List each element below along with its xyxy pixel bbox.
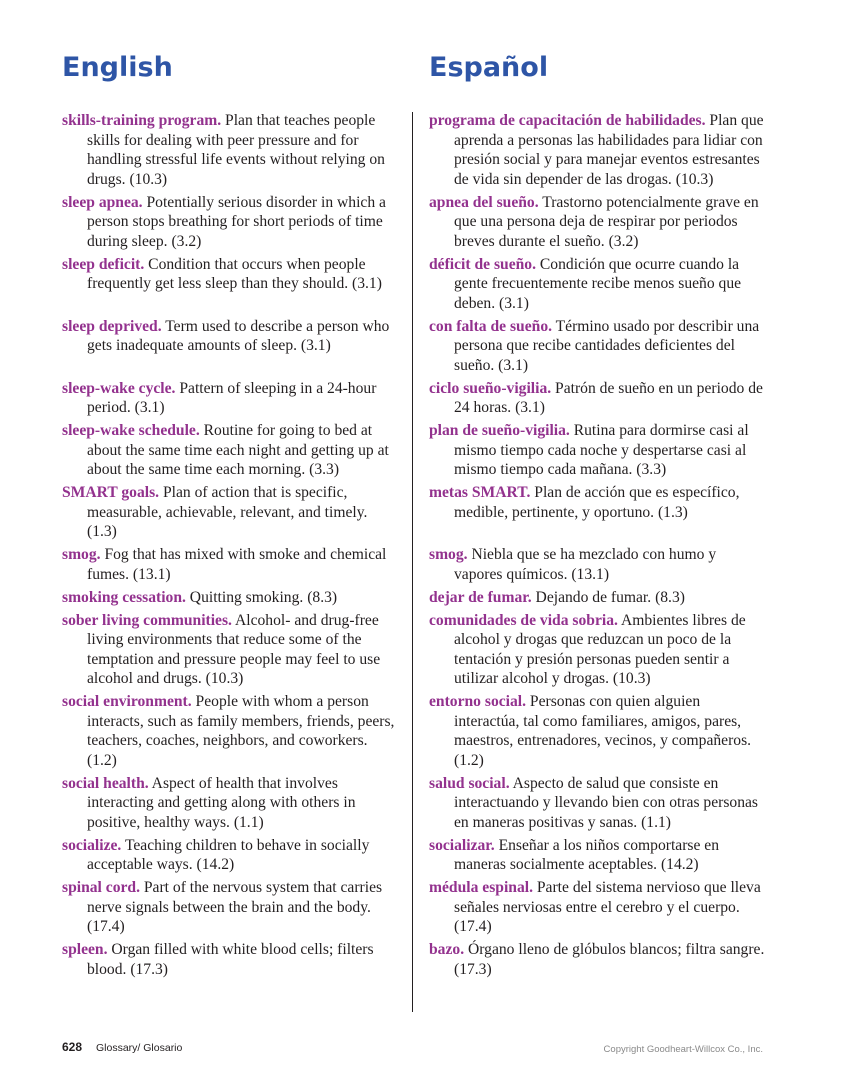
glossary-term: dejar de fumar. [429,588,532,606]
glossary-term: smog. [62,546,101,563]
page-number: 628 [62,1040,83,1054]
glossary-definition: Término usado por describir una persona que recibe cantidades deficientes del sueño. (3.1) [454,317,760,374]
glossary-definition: Plan that teaches people skills for dealing with peer pressure and for handling stressful life events without relying on drugs. (10.3) [87,112,385,188]
glossary-definition: Ambientes libres de alcohol y drogas que reduzcan un poco de la tentación y presión personas pueden sentir a utilizar alcohol y drogas. (10.3) [454,611,746,687]
glossary-term: plan de sueño-vigilia. [429,422,570,439]
glossary-term: spleen. [62,941,108,958]
glossary-term: apnea del sueño. [429,193,539,211]
glossary-definition: Trastorno potencialmente grave en que una persona deja de respirar por periodos breves durante el sueño. (3.2) [454,193,759,250]
glossary-definition: Potentially serious disorder in which a person stops breathing for short periods of time during sleep. (3.2) [87,193,386,250]
glossary-definition: Plan of action that is specific, measurable, achievable, relevant, and timely. (1.3) [87,484,368,540]
spanish-heading: Español [429,52,549,83]
glossary-definition: Personas con quien alguien interactúa, tal como familiares, amigos, pares, maestros, entrenadores, vecinos, y compañeros. (1.2) [454,693,752,769]
spanish-entry [429,878,765,937]
glossary-definition: Órgano lleno de glóbulos blancos; filtra sangre. (17.3) [454,941,765,978]
glossary-term: sleep-wake schedule. [62,422,200,439]
english-entry [62,878,398,937]
spanish-entry [429,611,765,689]
english-entry [62,255,398,314]
glossary-definition: Fog that has mixed with smoke and chemical fumes. (13.1) [87,546,387,583]
english-entry [62,193,398,252]
glossary-definition: Pattern of sleeping in a 24-hour period. (3.1) [87,379,377,416]
glossary-definition: Condición que ocurre cuando la gente frecuentemente recibe menos sueño que deben. (3.1) [454,255,742,312]
spanish-entry [429,836,765,875]
glossary-term: con falta de sueño. [429,317,553,335]
english-entry [62,692,398,770]
glossary-term: spinal cord. [62,879,140,896]
spanish-entry [429,111,765,189]
glossary-definition: Alcohol- and drug-free living environments that reduce some of the temptation and pressure people may feel to use alcohol and drugs. (10.3) [87,611,381,687]
glossary-definition: Aspecto de salud que consiste en interactuando y llevando bien con otras personas en maneras positivas y sanas. (1.1) [454,774,758,831]
glossary-term: socialize. [62,836,122,854]
glossary-definition: Patrón de sueño en un periodo de 24 horas. (3.1) [454,379,763,416]
glossary-definition: Parte del sistema nervioso que lleva señales nerviosas entre el cerebro y el cuerpo. (17.4) [454,879,761,935]
glossary-term: entorno social. [429,693,527,710]
glossary-term: programa de capacitación de habilidades. [429,112,706,129]
english-entry [62,421,398,480]
section-label: Glossary/ Glosario [96,1042,183,1054]
glossary-definition: People with whom a person interacts, such as family members, friends, peers, teachers, coaches, neighbors, and coworkers. (1.2) [87,693,395,769]
glossary-definition: Quitting smoking. (8.3) [185,588,338,606]
english-entry [62,317,398,376]
glossary-definition: Niebla que se ha mezclado con humo y vapores químicos. (13.1) [454,546,717,583]
spanish-entry [429,255,765,314]
english-entry [62,836,398,875]
glossary-term: smog. [429,546,468,563]
glossary-definition: Teaching children to behave in socially acceptable ways. (14.2) [87,836,370,873]
english-entry [62,611,398,689]
glossary-term: SMART goals. [62,484,160,501]
glossary-term: sleep-wake cycle. [62,379,176,397]
glossary-term: sober living communities. [62,611,232,629]
spanish-entry [429,317,765,376]
glossary-term: socializar. [429,836,495,854]
glossary-term: sleep deficit. [62,255,145,273]
glossary-definition: Plan que aprenda a personas las habilidades para lidiar con presión social y para manejar eventos estresantes de vida sin depender de las drogas. (10.3) [454,112,764,188]
glossary-term: metas SMART. [429,484,531,501]
spanish-entry [429,379,765,418]
english-entry [62,483,398,542]
glossary-entries [62,111,767,979]
glossary-term: comunidades de vida sobria. [429,611,618,629]
spanish-entry [429,774,765,833]
copyright: Copyright Goodheart-Willcox Co., Inc. [603,1044,763,1055]
glossary-definition: Plan de acción que es específico, medible, pertinente, y oportuno. (1.3) [454,484,740,521]
glossary-definition: Enseñar a los niños comportarse en maneras socialmente aceptables. (14.2) [454,836,719,873]
glossary-term: sleep apnea. [62,193,143,211]
english-entry [62,379,398,418]
glossary-definition: Condition that occurs when people frequently get less sleep than they should. (3.1) [87,255,382,292]
english-entry [62,111,398,189]
spanish-entry [429,545,765,584]
glossary-definition: Rutina para dormirse casi al mismo tiempo cada noche y despertarse casi al mismo tiempo cada mañana. (3.3) [454,422,749,478]
glossary-term: déficit de sueño. [429,255,536,273]
glossary-term: smoking cessation. [62,588,186,606]
glossary-term: ciclo sueño-vigilia. [429,379,552,397]
glossary-term: bazo. [429,941,465,958]
glossary-term: médula espinal. [429,879,533,896]
spanish-entry [429,421,765,480]
glossary-definition: Part of the nervous system that carries nerve signals between the brain and the body. (17.4) [87,879,383,935]
glossary-term: skills-training program. [62,112,222,129]
english-entry [62,940,398,979]
english-entry [62,545,398,584]
glossary-definition: Aspect of health that involves interacting and getting along with others in positive, healthy ways. (1.1) [87,774,356,831]
glossary-term: social environment. [62,693,192,710]
spanish-entry [429,588,765,608]
english-entry [62,588,398,608]
english-entry [62,774,398,833]
spanish-entry [429,483,765,542]
glossary-definition: Term used to describe a person who gets inadequate amounts of sleep. (3.1) [87,317,390,354]
glossary-definition: Organ filled with white blood cells; filters blood. (17.3) [87,941,374,978]
glossary-definition: Dejando de fumar. (8.3) [531,588,685,606]
glossary-term: sleep deprived. [62,317,162,335]
glossary-term: salud social. [429,774,510,792]
spanish-entry [429,692,765,770]
glossary-definition: Routine for going to bed at about the same time each night and getting up at about the same time each morning. (3.3) [87,422,389,478]
spanish-entry [429,940,765,979]
english-heading: English [62,52,173,83]
spanish-entry [429,193,765,252]
glossary-term: social health. [62,774,149,792]
